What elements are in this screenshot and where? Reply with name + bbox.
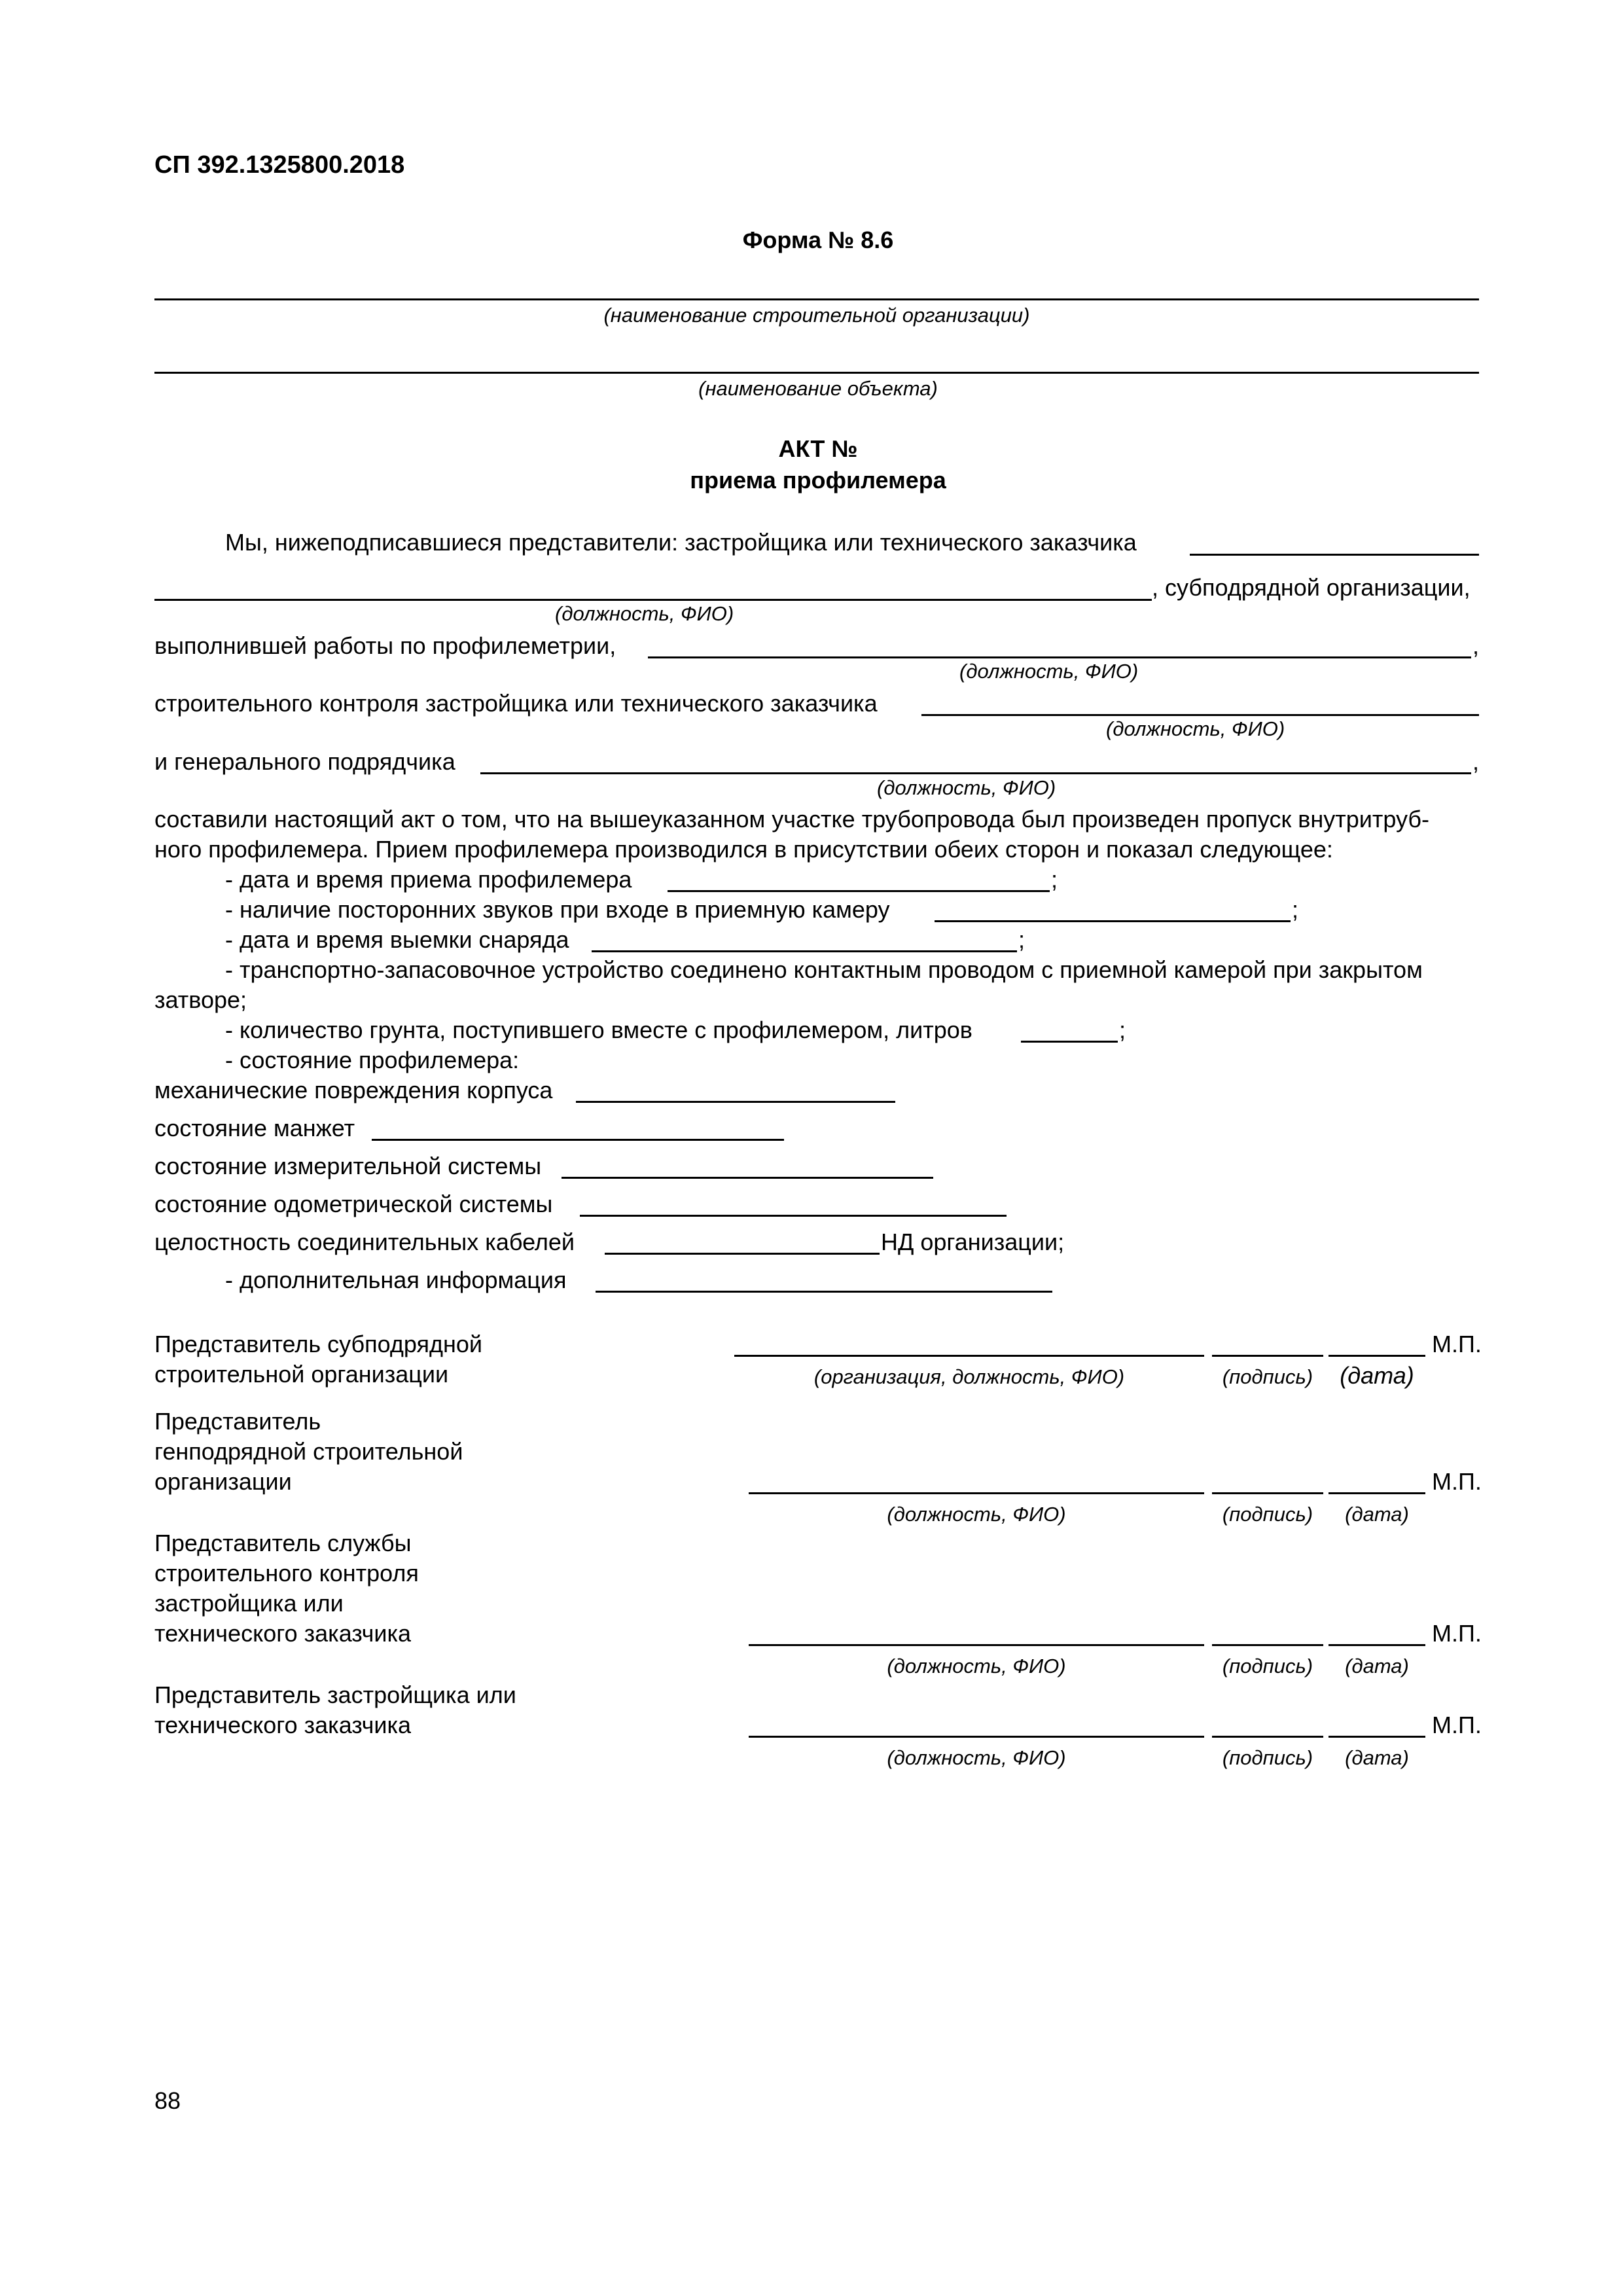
control-rep-date-caption: (дата) [1345,1655,1409,1677]
check-cables: целостность соединительных кабелей [154,1229,575,1255]
cables-line [605,1253,880,1255]
semicolon-3: ; [1018,926,1026,953]
soil-line [1021,1041,1118,1043]
semicolon-2: ; [1292,896,1299,923]
cuffs-line [372,1139,784,1141]
control-rep-label-line-3: застройщика или [154,1590,344,1617]
subcontractor-line [154,599,1152,601]
measuring-line [562,1177,933,1179]
customer-representative-line [1190,554,1479,556]
additional-info-line [596,1291,1052,1293]
position-caption-2: (должность, ФИО) [959,660,1139,683]
control-rep-label-line-1: Представитель службы [154,1530,412,1556]
sub-rep-name-caption: (организация, должность, ФИО) [813,1365,1125,1388]
check-measuring: состояние измерительной системы [154,1153,542,1179]
customer-rep-label-line-2: технического заказчика [154,1712,412,1738]
control-rep-name-line [749,1644,1204,1646]
act-title: АКТ № [778,435,858,462]
item-noises: - наличие посторонних звуков при входе в приемную камеру [225,896,890,923]
item-transport-line-1: - транспортно-запасовочное устройство соединено контактным проводом с приемной камерой при закрытом [225,956,1423,983]
object-name-caption: (наименование объекта) [698,377,938,400]
cables-suffix: НД организации; [881,1229,1065,1255]
additional-info: - дополнительная информация [225,1266,567,1293]
check-odometric: состояние одометрической системы [154,1191,553,1217]
customer-rep-date-caption: (дата) [1345,1746,1409,1769]
sub-rep-label-line-1: Представитель субподрядной [154,1331,483,1357]
organization-name-line [154,298,1479,300]
subcontractor-suffix: , субподрядной организации, [1152,574,1471,601]
sub-rep-signature-line [1212,1355,1323,1357]
gen-rep-stamp: М.П. [1432,1468,1482,1495]
customer-rep-date-line [1329,1736,1425,1738]
mechanical-line [576,1101,895,1103]
item-soil: - количество грунта, поступившего вместе с профилемером, литров [225,1016,972,1043]
document-code: СП 392.1325800.2018 [154,151,405,179]
general-contractor-label: и генерального подрядчика [154,748,455,775]
control-rep-signature-line [1212,1644,1323,1646]
object-name-line [154,372,1479,374]
customer-rep-label-line-1: Представитель застройщика или [154,1681,516,1708]
sub-rep-signature-caption: (подпись) [1222,1365,1313,1388]
control-line [921,714,1479,716]
gen-rep-name-line [749,1492,1204,1494]
comma-2: , [1472,748,1480,775]
gen-rep-label-line-3: организации [154,1468,292,1495]
position-caption-4: (должность, ФИО) [877,776,1056,799]
check-cuffs: состояние манжет [154,1115,355,1141]
intro-text: Мы, нижеподписавшиеся представители: застройщика или технического заказчика [225,529,1137,556]
customer-rep-signature-caption: (подпись) [1222,1746,1313,1769]
gen-rep-name-caption: (должность, ФИО) [887,1503,1066,1526]
sub-rep-stamp: М.П. [1432,1331,1482,1357]
customer-rep-stamp: М.П. [1432,1712,1482,1738]
comma-1: , [1472,632,1480,659]
sub-rep-date-caption: (дата) [1340,1362,1414,1389]
gen-rep-signature-caption: (подпись) [1222,1503,1313,1526]
gen-rep-label-line-1: Представитель [154,1408,321,1435]
sub-rep-date-line [1329,1355,1425,1357]
general-contractor-line [480,772,1471,774]
item-transport-line-2: затворе; [154,986,247,1013]
sub-rep-name-line [734,1355,1204,1357]
position-caption-1: (должность, ФИО) [555,602,734,625]
paragraph-line-1: составили настоящий акт о том, что на вышеуказанном участке трубопровода был произведен пропуск внутритруб- [154,806,1430,833]
datetime-removal-line [592,950,1017,952]
item-datetime-reception: - дата и время приема профилемера [225,866,632,893]
organization-name-caption: (наименование строительной организации) [603,304,1030,327]
control-rep-stamp: М.П. [1432,1620,1482,1647]
page-number: 88 [154,2087,181,2114]
control-rep-date-line [1329,1644,1425,1646]
gen-rep-label-line-2: генподрядной строительной [154,1438,463,1465]
control-rep-label-line-4: технического заказчика [154,1620,412,1647]
act-subtitle: приема профилемера [690,467,946,493]
gen-rep-signature-line [1212,1492,1323,1494]
semicolon-1: ; [1051,866,1058,893]
customer-rep-signature-line [1212,1736,1323,1738]
check-mechanical: механические повреждения корпуса [154,1077,553,1103]
item-state: - состояние профилемера: [225,1047,520,1073]
control-label: строительного контроля застройщика или технического заказчика [154,690,878,717]
customer-rep-name-line [749,1736,1204,1738]
gen-rep-date-caption: (дата) [1345,1503,1409,1526]
datetime-reception-line [668,890,1050,892]
profilometry-label: выполнившей работы по профилеметрии, [154,632,616,659]
customer-rep-name-caption: (должность, ФИО) [887,1746,1066,1769]
noises-line [935,920,1291,922]
form-number: Форма № 8.6 [742,226,894,253]
semicolon-4: ; [1119,1016,1126,1043]
control-rep-name-caption: (должность, ФИО) [887,1655,1066,1677]
control-rep-label-line-2: строительного контроля [154,1560,419,1587]
gen-rep-date-line [1329,1492,1425,1494]
sub-rep-label-line-2: строительной организации [154,1361,449,1388]
item-datetime-removal: - дата и время выемки снаряда [225,926,569,953]
position-caption-3: (должность, ФИО) [1106,717,1285,740]
paragraph-line-2: ного профилемера. Прием профилемера производился в присутствии обеих сторон и показал следующее: [154,836,1333,863]
odometric-line [580,1215,1007,1217]
profilometry-line [648,656,1471,658]
control-rep-signature-caption: (подпись) [1222,1655,1313,1677]
